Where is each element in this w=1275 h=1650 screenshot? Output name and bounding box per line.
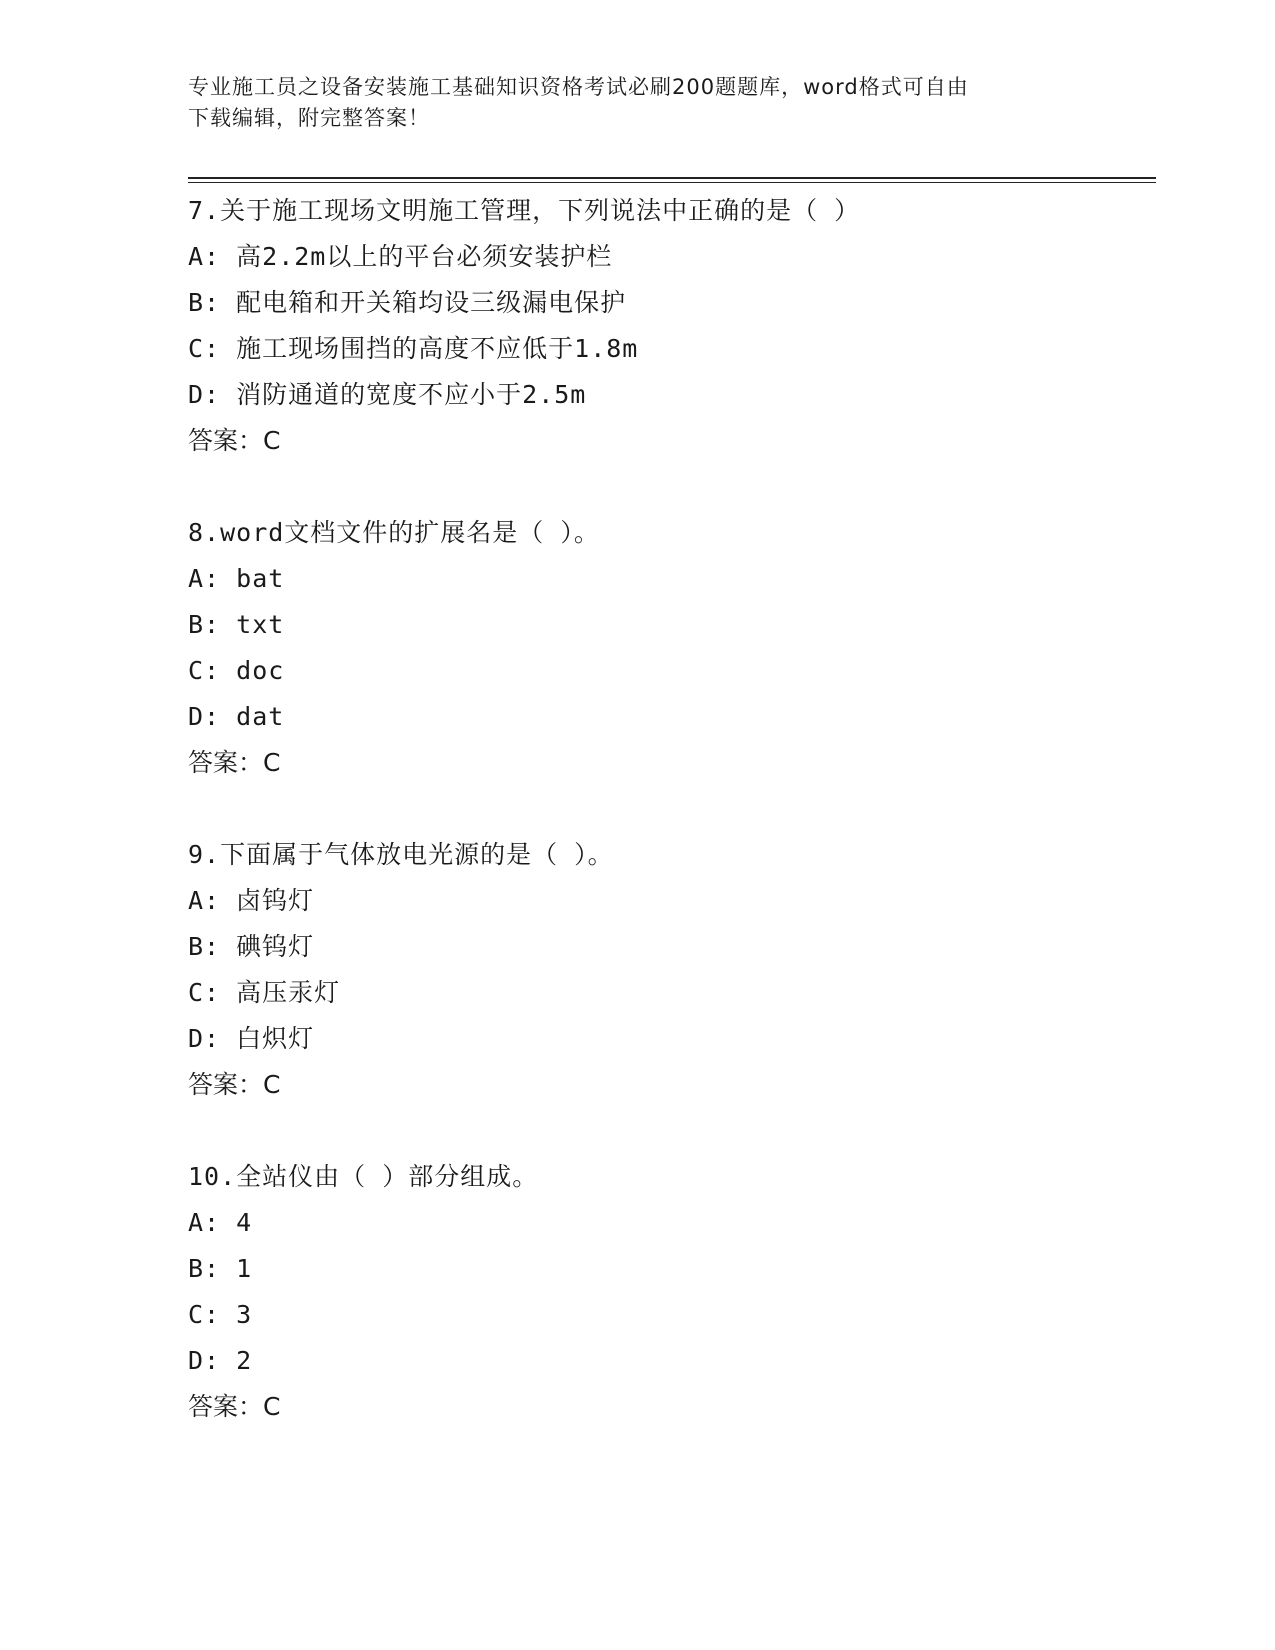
option-a: A: 高2.2m以上的平台必须安装护栏: [188, 242, 613, 271]
header-divider-bottom: [188, 182, 1156, 183]
answer-line: 答案：C: [188, 748, 281, 777]
option-d: D: 白炽灯: [188, 1024, 315, 1053]
header-line-2: 下载编辑，附完整答案！: [188, 106, 430, 130]
option-a: A: 4: [188, 1208, 253, 1237]
option-c: C: 高压汞灯: [188, 978, 341, 1007]
header-divider-top: [188, 177, 1156, 179]
option-a: A: bat: [188, 564, 285, 593]
question-stem: 9.下面属于气体放电光源的是（ ）。: [188, 840, 614, 869]
option-c: C: 3: [188, 1300, 253, 1329]
option-b: B: 配电箱和开关箱均设三级漏电保护: [188, 288, 627, 317]
answer-line: 答案：C: [188, 426, 281, 455]
option-d: D: 消防通道的宽度不应小于2.5m: [188, 380, 587, 409]
document-header: [188, 72, 1088, 134]
option-a: A: 卤钨灯: [188, 886, 315, 915]
option-c: C: doc: [188, 656, 285, 685]
option-d: D: dat: [188, 702, 285, 731]
question-stem: 10.全站仪由（ ）部分组成。: [188, 1162, 539, 1191]
option-c: C: 施工现场围挡的高度不应低于1.8m: [188, 334, 639, 363]
question-7: [188, 188, 1148, 464]
header-line-1: 专业施工员之设备安装施工基础知识资格考试必刷200题题库，word格式可自由: [188, 75, 969, 99]
option-b: B: 1: [188, 1254, 253, 1283]
option-d: D: 2: [188, 1346, 253, 1375]
option-b: B: txt: [188, 610, 285, 639]
answer-line: 答案：C: [188, 1392, 281, 1421]
question-stem: 8.word文档文件的扩展名是（ ）。: [188, 518, 600, 547]
question-9: [188, 832, 1148, 1108]
question-10: [188, 1154, 1148, 1430]
question-8: [188, 510, 1148, 786]
option-b: B: 碘钨灯: [188, 932, 315, 961]
answer-line: 答案：C: [188, 1070, 281, 1099]
question-stem: 7.关于施工现场文明施工管理，下列说法中正确的是（ ）: [188, 196, 861, 225]
question-list: [188, 188, 1148, 1476]
